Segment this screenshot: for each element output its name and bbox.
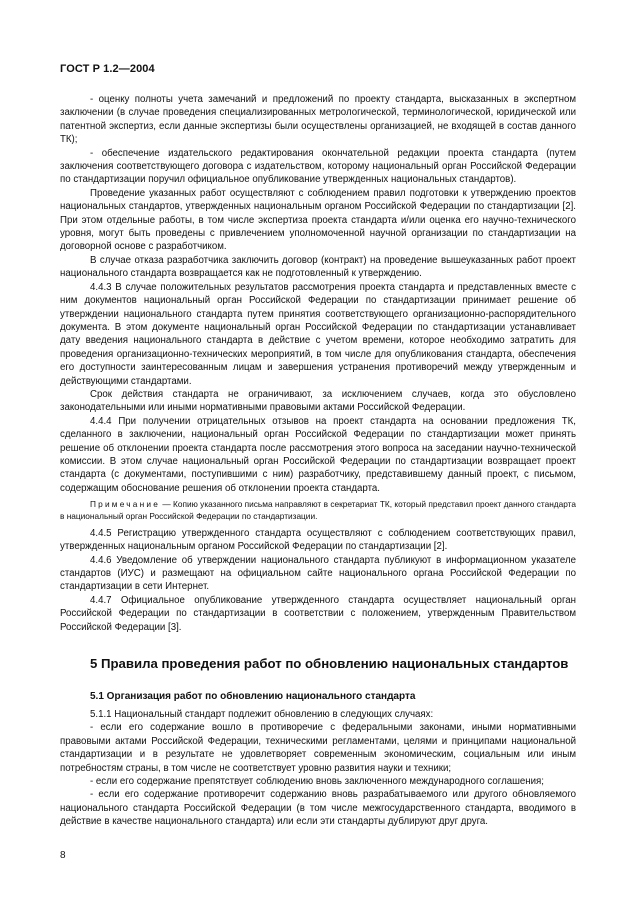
- page-content: [60, 93, 576, 829]
- paragraph-refusal: В случае отказа разработчика заключить договор (контракт) на проведение вышеуказанных работ проект национального стандарта возвращается как не подготовленный к утверждению.: [60, 254, 576, 280]
- paragraph-bullet-editing: - обеспечение издательского редактирования окончательной редакции проекта стандарта (путем заключения соответствующего договора с издательством, которому национальный орган Российской Федерации по стандартизации поручил официальное опубликование утвержденных национальных стандартов).: [60, 147, 576, 186]
- paragraph-bullet-duplication: - если его содержание противоречит содержанию вновь разрабатываемого или другого обновляемого национального стандарта Российской Федерации (в том числе межгосударственного стандарта, вводимого в действие в качестве национального стандарта) или если эти стандарты дублируют друг друга.: [60, 789, 576, 828]
- paragraph-4-4-4: 4.4.4 При получении отрицательных отзывов на проект стандарта на основании предложения ТК, сделанного в заключении, национальный орган Российской Федерации по стандартизации может принять решение об отклонении проекта стандарта после рассмотрения этого вопроса на заседании научно-технической комиссии. В этом случае национальный орган Российской Федерации по стандартизации возвращает проект стандарта (с документами, поступившими с ним) разработчику, представившему данный проект, с письмом, содержащим обоснование решения об отклонении проекта стандарта.: [60, 415, 576, 494]
- paragraph-validity-term: Срок действия стандарта не ограничивают, за исключением случаев, когда это обусловлено законодательными или иными нормативными правовыми актами Российской Федерации.: [60, 388, 576, 414]
- paragraph-bullet-contradiction: - если его содержание вошло в противоречие с федеральными законами, иными нормативными правовыми актами Российской Федерации, техническими регламентами, целями и принципами национальной стандартизации и в результате не удовлетворяет современным экономическим, социальным или иным потребностям страны, в том числе не соответствует уровню развития науки и техники;: [60, 722, 576, 774]
- paragraph-4-4-5: 4.4.5 Регистрацию утвержденного стандарта осуществляют с соблюдением соответствующих правил, утвержденных национальным органом Российской Федерации по стандартизации [2].: [60, 527, 576, 553]
- section-5-title: 5 Правила проведения работ по обновлению национальных стандартов: [90, 656, 569, 672]
- paragraph-bullet-international: - если его содержание препятствует соблюдению вновь заключенного международного соглашения;: [90, 776, 544, 788]
- page-number: 8: [60, 850, 66, 861]
- subsection-5-1-title: 5.1 Организация работ по обновлению национального стандарта: [90, 691, 416, 703]
- note-text: — Копию указанного письма направляют в секретариат ТК, который представил проект данного стандарта в национальный орган Российской Федерации по стандартизации.: [60, 499, 576, 522]
- note-label: Примечание: [90, 499, 161, 510]
- paragraph-4-4-7: 4.4.7 Официальное опубликование утвержденного стандарта осуществляет национальный орган Российской Федерации по стандартизации в соответствии с положением, утвержденным Правительством Российской Федерации [3].: [60, 594, 576, 633]
- note-paragraph: [60, 498, 576, 523]
- paragraph-procedure: Проведение указанных работ осуществляют с соблюдением правил подготовки к утверждению проектов национальных стандартов, утвержденных национальным органом Российской Федерации по стандартизации [2]. При этом отдельные работы, в том числе экспертиза проекта стандарта и/или оценка его научно-технического уровня, могут быть проведены с привлечением уполномоченной научной организации по стандартизации на договорной основе с разработчиком.: [60, 187, 576, 253]
- paragraph-4-4-3: 4.4.3 В случае положительных результатов рассмотрения проекта стандарта и представленных вместе с ним документов национальный орган Российской Федерации по стандартизации принимает решение об утверждении национального стандарта путем принятия соответствующего организационно-распорядительного документа. В этом документе национальный орган Российской Федерации по стандартизации устанавливает дату введения национального стандарта в действие с учетом времени, которое необходимо затратить для проведения организационно-технических мероприятий, в том числе для опубликования стандарта, обеспечения его доступности заинтересованным лицам и завершения устранения противоречий между утвержденным и действующими стандартами.: [60, 281, 576, 387]
- paragraph-5-1-1: 5.1.1 Национальный стандарт подлежит обновлению в следующих случаях:: [90, 709, 434, 721]
- paragraph-bullet-assessment: - оценку полноты учета замечаний и предложений по проекту стандарта, высказанных в экспертном заключении (в случае проведения специализированных метрологической, терминологической, юридической или патентной экспертиз, если данные экспертизы были осуществлены организацией, не входящей в состав данного ТК);: [60, 94, 576, 146]
- document-code-header: ГОСТ Р 1.2—2004: [60, 63, 155, 75]
- paragraph-4-4-6: 4.4.6 Уведомление об утверждении национального стандарта публикуют в информационном указателе стандартов (ИУС) и размещают на официальном сайте национального органа Российской Федерации по стандартизации в сети Интернет.: [60, 554, 576, 593]
